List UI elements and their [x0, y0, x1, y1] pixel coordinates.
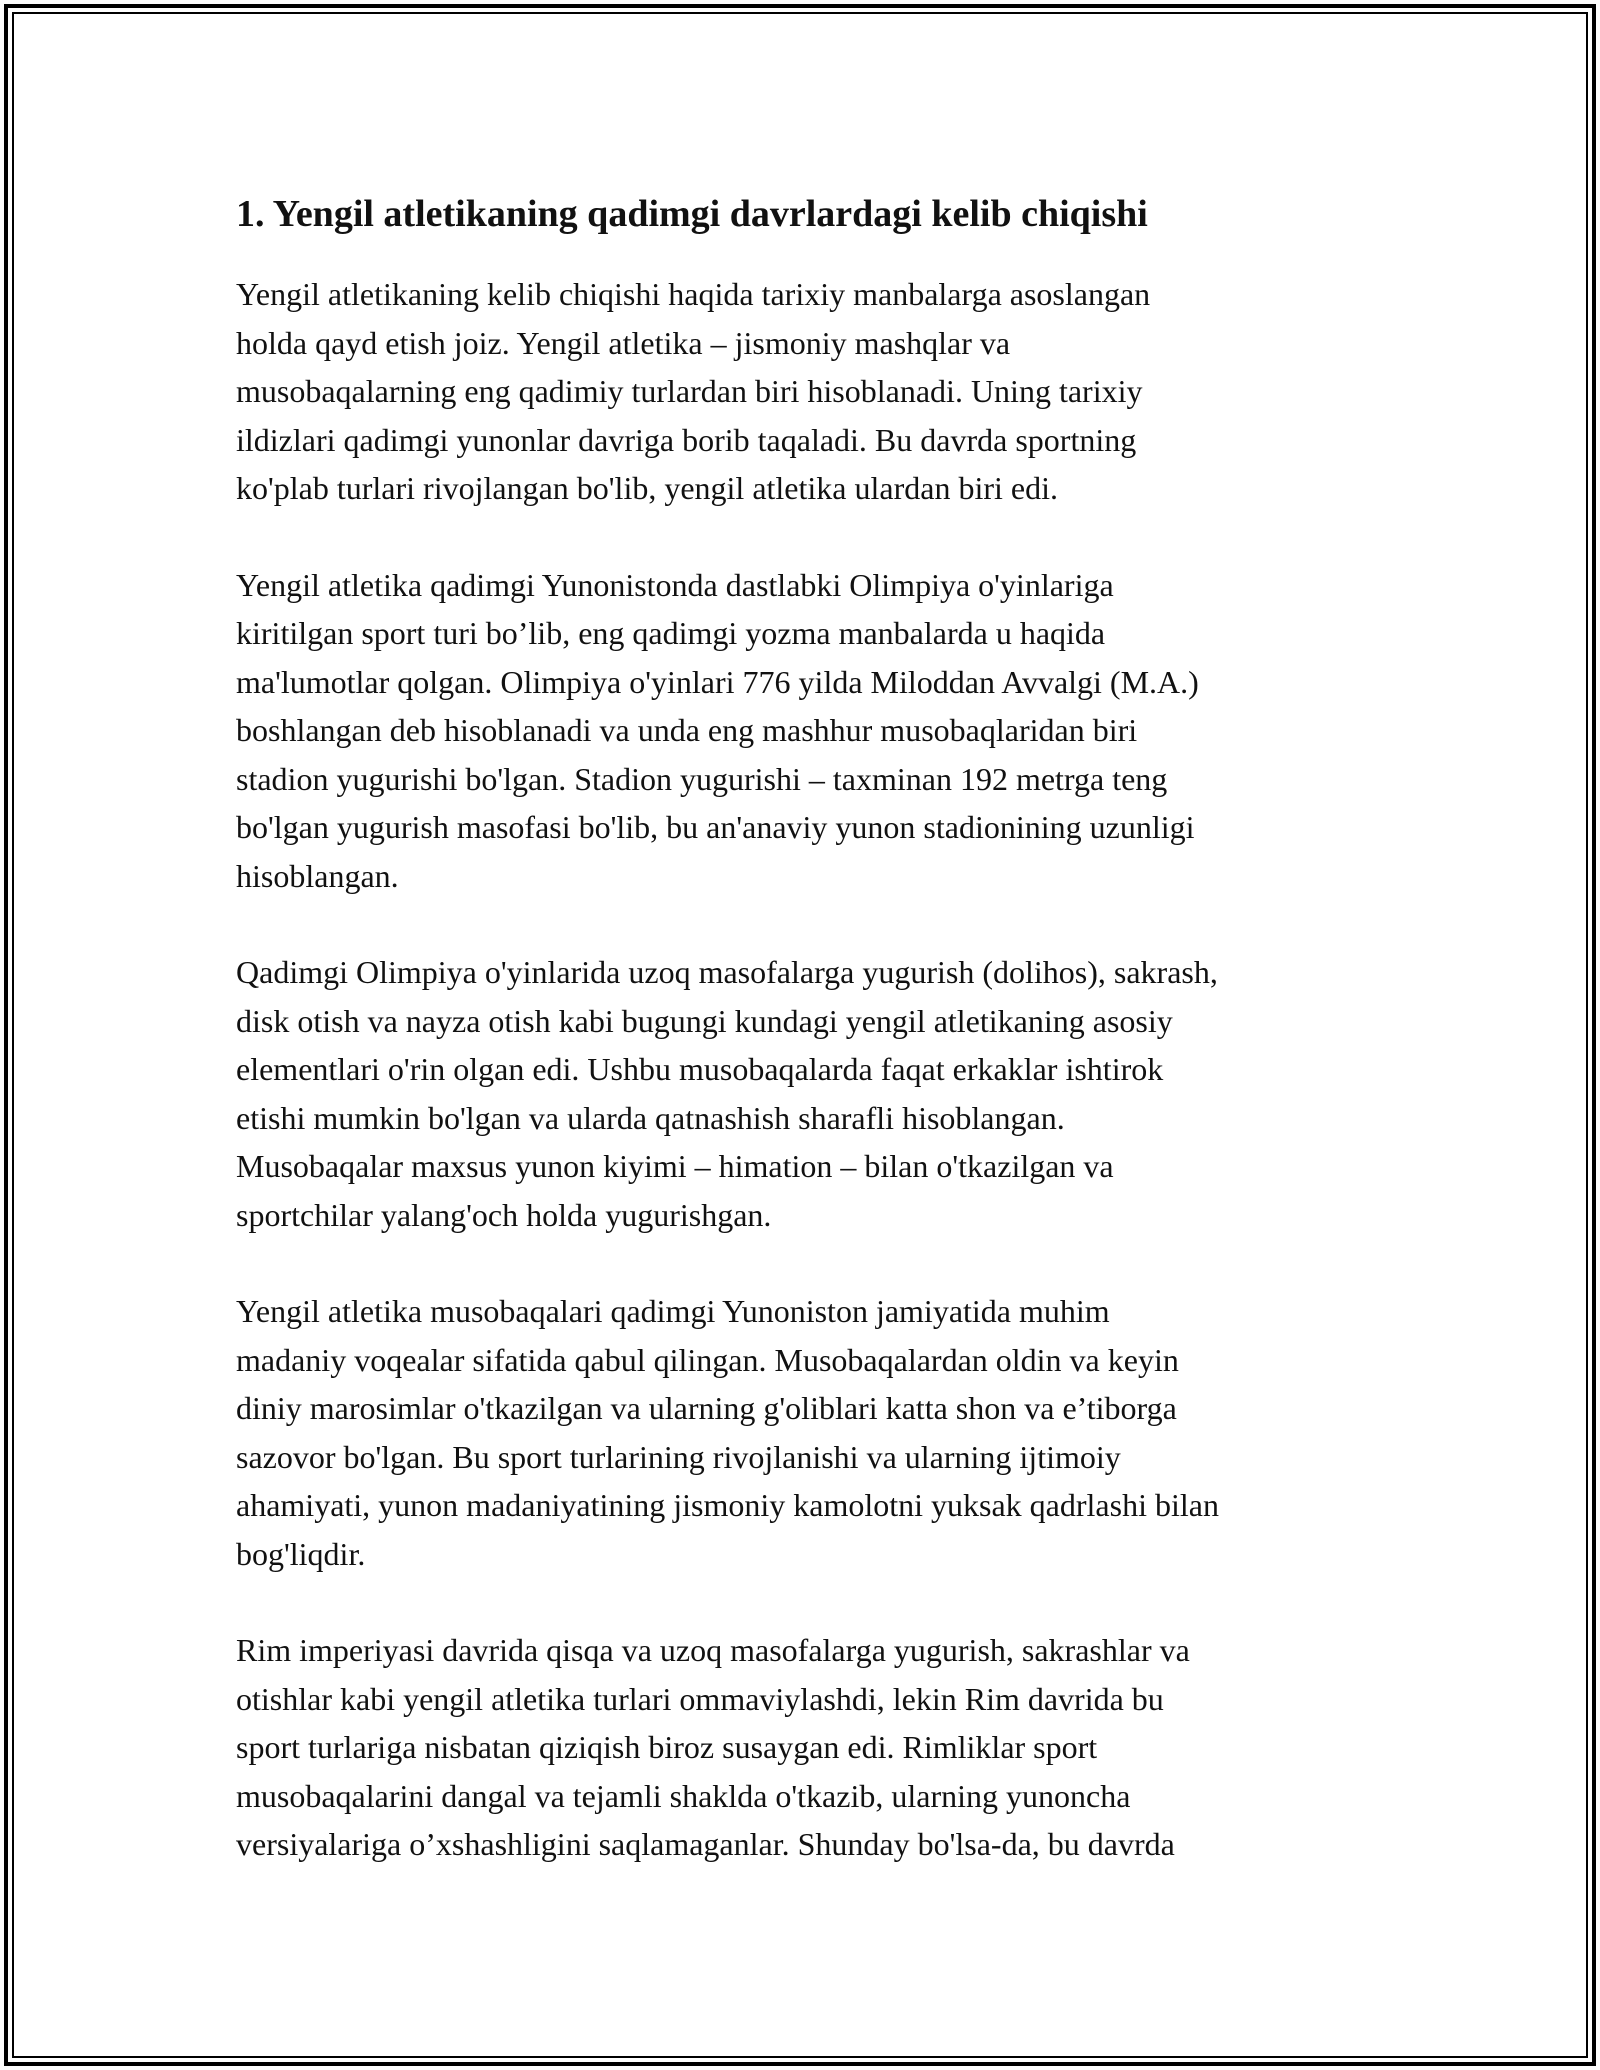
paragraph-4: Yengil atletika musobaqalari qadimgi Yunoniston jamiyatida muhim madaniy voqealar sifatida qabul qilingan. Musobaqalardan oldin va keyin diniy marosimlar o'tkazilgan va ularning g'oliblari katta shon va e’tiborga sazovor bo'lgan. Bu sport turlarining rivojlanishi va ularning ijtimoiy ahamiyati, yunon madaniyatining jismoniy kamolotni yuksak qadrlashi bilan bog'liqdir. [236, 1293, 1219, 1572]
paragraph-3: Qadimgi Olimpiya o'yinlarida uzoq masofalarga yugurish (dolihos), sakrash, disk otish va nayza otish kabi bugungi kundagi yengil atletikaning asosiy elementlari o'rin olgan edi. Ushbu musobaqalarda faqat erkaklar ishtirok etishi mumkin bo'lgan va ularda qatnashish sharafli hisoblangan. Musobaqalar maxsus yunon kiyimi – himation – bilan o'tkazilgan va sportchilar yalang'och holda yugurishgan. [236, 954, 1218, 1233]
section-heading: 1. Yengil atletikaning qadimgi davrlardagi kelib chiqishi [236, 193, 1148, 235]
document-body [236, 184, 1376, 1917]
paragraph-2: Yengil atletika qadimgi Yunonistonda dastlabki Olimpiya o'yinlariga kiritilgan sport turi bo’lib, eng qadimgi yozma manbalarda u haqida ma'lumotlar qolgan. Olimpiya o'yinlari 776 yilda Miloddan Avvalgi (M.A.) boshlangan deb hisoblanadi va unda eng mashhur musobaqlaridan biri stadion yugurishi bo'lgan. Stadion yugurishi – taxminan 192 metrga teng bo'lgan yugurish masofasi bo'lib, bu an'anaviy yunon stadionining uzunligi hisoblangan. [236, 566, 1199, 894]
paragraph-1: Yengil atletikaning kelib chiqishi haqida tarixiy manbalarga asoslangan holda qayd etish joiz. Yengil atletika – jismoniy mashqlar va musobaqalarning eng qadimiy turlardan biri hisoblanadi. Uning tarixiy ildizlari qadimgi yunonlar davriga borib taqaladi. Bu davrda sportning ko'plab turlari rivojlangan bo'lib, yengil atletika ulardan biri edi. [236, 276, 1151, 506]
paragraph-5: Rim imperiyasi davrida qisqa va uzoq masofalarga yugurish, sakrashlar va otishlar kabi yengil atletika turlari ommaviylashdi, lekin Rim davrida bu sport turlariga nisbatan qiziqish biroz susaygan edi. Rimliklar sport musobaqalarini dangal va tejamli shakldа o'tkazib, ularning yunoncha versiyalariga o’xshashligini saqlamaganlar. Shunday bo'lsa-da, bu davrda [236, 1632, 1190, 1862]
